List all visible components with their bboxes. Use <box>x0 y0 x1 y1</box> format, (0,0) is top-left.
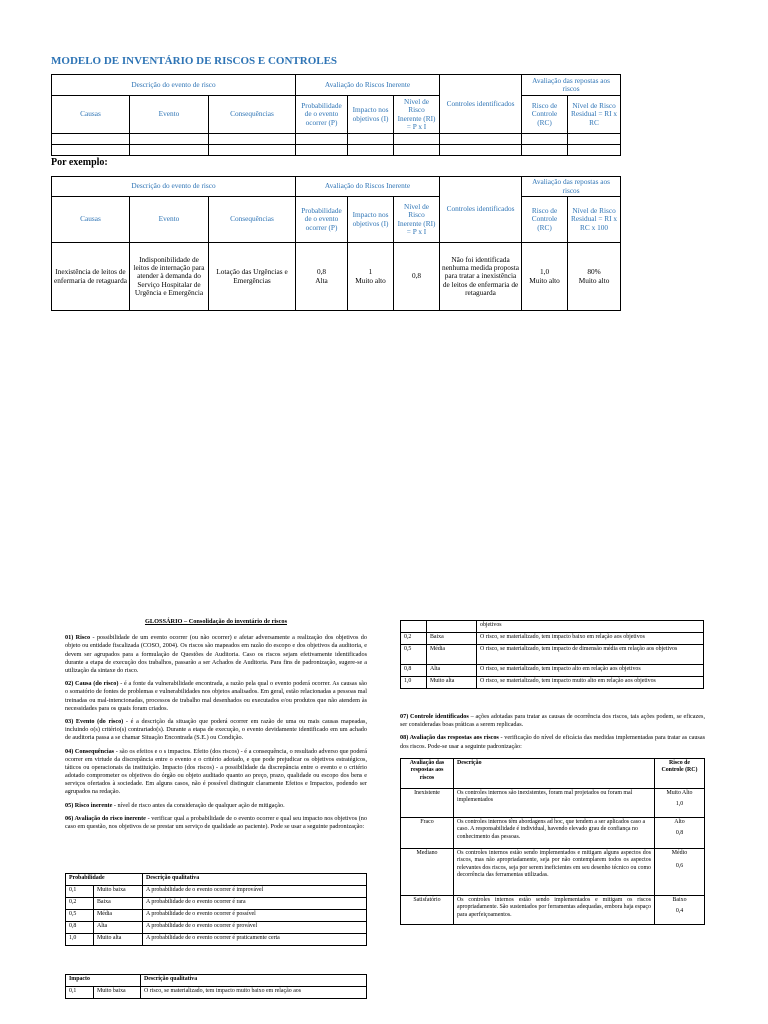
header-avaliacao-respostas: Avaliação das repostas aos riscos <box>522 177 621 197</box>
example-impacto-label: Muito alto <box>355 275 386 285</box>
header-evento: Evento <box>130 197 209 243</box>
header-avaliacao-respostas: Avaliação das repostas aos riscos <box>522 75 621 96</box>
example-probabilidade <box>296 243 348 311</box>
prob-header: Probabilidade <box>66 874 143 886</box>
glossary-left-column <box>65 618 367 836</box>
example-residual-value: 80% <box>587 267 601 277</box>
example-evento: Indisponibilidade de leitos de internação para atender à demanda do Serviço Hospitalar de Urgência e Emergência <box>130 243 209 311</box>
table-row <box>52 145 621 156</box>
header-descricao: Descrição do evento de risco <box>52 177 296 197</box>
header-evento: Evento <box>130 96 209 134</box>
prob-desc-header: Descrição qualitativa <box>143 874 367 886</box>
header-avaliacao-inerente: Avaliação do Riscos Inerente <box>296 75 440 96</box>
inventory-template-table <box>51 74 621 156</box>
example-prob-value: 0,8 <box>316 267 327 277</box>
impact-desc-header: Descrição qualitativa <box>141 975 367 987</box>
response-evaluation-table <box>400 758 705 925</box>
table-row <box>52 134 621 145</box>
example-impacto-value: 1 <box>368 267 373 277</box>
header-descricao: Descrição do evento de risco <box>52 75 296 96</box>
example-risco-controle <box>522 243 568 311</box>
header-risco-controle: Risco de Controle (RC) <box>522 197 568 243</box>
header-risco-controle: Risco de Controle (RC) <box>522 96 568 134</box>
header-controles: Controles identificados <box>440 75 522 134</box>
example-prob-label: Alta <box>315 275 328 285</box>
response-header-rc: Risco de Controle (RC) <box>655 759 705 789</box>
impact-table <box>65 974 367 999</box>
table-row: objetivos <box>401 621 704 633</box>
impact-table-continued <box>400 620 704 689</box>
table-row: Inexistente Os controles internos são inexistentes, foram mal projetados ou foram mal implementados Muito Alto 1,0 <box>401 789 705 818</box>
table-row: 0,2 Baixa O risco, se materializado, tem impacto baixo em relação aos objetivos <box>401 633 704 645</box>
glossary-item-evento: 03) Evento (do risco) - é a descrição da situação que poderá ocorrer em razão de uma ou mais causas mapeadas, incluindo o(s) critério(s) contrariado(s). Durante a etapa de execução, o evento devidamente identificado em um achado de auditoria passa a se chamar Situação Encontrada (S.E.) ou Condição. <box>65 717 367 742</box>
header-consequencias: Consequências <box>209 197 296 243</box>
table-row: 0,2 Baixa A probabilidade de o evento ocorrer é rara <box>66 898 367 910</box>
header-nivel-inerente: Nível de Risco Inerente (RI) = P x I <box>394 96 440 134</box>
header-consequencias: Consequências <box>209 96 296 134</box>
document-title: MODELO DE INVENTÁRIO DE RISCOS E CONTROLES <box>51 55 338 67</box>
glossary-item-controles: 07) Controle identificados – ações adotadas para tratar as causas de ocorrência dos riscos, tais ações podem, se eficazes, ser consideradas boas práticas a serem replicadas. <box>400 713 705 729</box>
example-rc-label: Muito alto <box>529 275 560 285</box>
table-row: 0,8 Alta O risco, se materializado, tem impacto alto em relação aos objetivos <box>401 665 704 677</box>
table-row: 1,0 Muito alta O risco, se materializado, tem impacto muito alto em relação aos objetivos <box>401 677 704 689</box>
header-avaliacao-inerente: Avaliação do Riscos Inerente <box>296 177 440 197</box>
example-nivel: 0,8 <box>394 243 440 311</box>
example-residual <box>568 243 621 311</box>
glossary-item-consequencias: 04) Consequências - são os efeitos e o s impactos. Efeito (dos riscos) - é a consequência, o resultado adverso que poderá ocorrer em virtude da discrepância entre o evento e o critério adotado, e que pode prejudicar os objetivos estratégicos, táticos ou operacionais da instituição. Impacto (dos riscos) - a possibilidade da discrepância entre o evento e o critério adotado comprometer os objetivos do órgão ou objeto auditado quanto ao preço, prazo, qualidade ou escopo dos bens e serviços ofertados à sociedade. Em alguns casos, não é possível distinguir claramente Efeitos e Impactos, podendo ser agrupados na redação. <box>65 747 367 796</box>
glossary-item-causa: 02) Causa (do risco) - é a fonte da vulnerabilidade encontrada, a razão pela qual o evento poderá ocorrer. As causas são o somatório de fontes de problemas e vulnerabilidades nos objetos analisados. Em geral, estão relacionadas a pessoas mal treinadas ou mal-intencionadas, processos de trabalho mal desenhados ou executados e/ou produtos que não atendem às necessidades para os quais foram criados. <box>65 680 367 712</box>
header-impacto: Impacto nos objetivos (I) <box>348 197 394 243</box>
table-row: 1,0 Muito alta A probabilidade de o evento ocorrer é praticamente certa <box>66 934 367 946</box>
table-row: 0,5 Média O risco, se materializado, tem impacto de dimensão média em relação aos objetivos <box>401 645 704 665</box>
example-causas: Inexistência de leitos de enfermaria de retaguarda <box>52 243 130 311</box>
response-header-descricao: Descrição <box>454 759 655 789</box>
probability-table <box>65 873 367 946</box>
table-row: Fraco Os controles internos têm abordagens ad hoc, que tendem a ser aplicados caso a caso. A responsabilidade é individual, havendo elevado grau de confiança no conhecimento das pessoas. Alto 0,8 <box>401 818 705 849</box>
example-residual-label: Muito alto <box>578 275 610 285</box>
example-rc-value: 1,0 <box>539 267 550 277</box>
header-probabilidade: Probabilidade de o evento ocorrer (P) <box>296 96 348 134</box>
example-controles: Não foi identificada nenhuma medida proposta para tratar a inexistência de leitos de enfermaria de retaguarda <box>440 243 522 311</box>
example-consequencias: Lotação das Urgências e Emergências <box>209 243 296 311</box>
table-row: 0,1 Muito baixa A probabilidade de o evento ocorrer é improvável <box>66 886 367 898</box>
glossary-item-avaliacao-inerente: 06) Avaliação do risco inerente - verificar qual a probabilidade de o evento ocorrer e qual seu impacto nos objetivos (no caso em questão, nos objetivos de se prestar um serviço de qualidade ao paciente). Pode se usar a seguinte padronização: <box>65 814 367 831</box>
table-row: Satisfatório Os controles internos estão sendo implementados e mitigam os riscos apropriadamente. São sustentados por ferramentas adequadas, embora haja espaço para aperfeiçoamentos. Baixo 0,4 <box>401 896 705 925</box>
header-nivel-residual: Nível de Risco Residual = RI x RC <box>568 96 621 134</box>
inventory-example-table <box>51 176 621 311</box>
table-row: Mediano Os controles internos estão sendo implementados e mitigam alguns aspectos dos riscos, mas não apropriadamente, seja por não contemplarem todos os aspectos relevantes dos riscos, seja por serem ineficientes em seu desenho técnico ou como decorrência das ferramentas utilizadas. Médio 0,6 <box>401 849 705 896</box>
header-controles: Controles identificados <box>440 177 522 243</box>
example-label: Por exemplo: <box>51 157 108 168</box>
header-causas: Causas <box>52 197 130 243</box>
glossary-title: GLOSSÁRIO – Consolidação do inventário de riscos <box>144 618 288 625</box>
glossary-item-avaliacao-respostas: 08) Avaliação das respostas aos riscos - verificação do nível de eficácia das medidas implementadas para tratar as causas dos riscos. Pode-se usar a seguinte padronização: <box>400 734 705 750</box>
table-row: 0,1 Muito baixa O risco, se materializado, tem impacto muito baixo em relação aos <box>66 987 367 999</box>
header-causas: Causas <box>52 96 130 134</box>
glossary-right-column <box>400 713 705 756</box>
impact-header: Impacto <box>66 975 141 987</box>
table-row: 0,8 Alta A probabilidade de o evento ocorrer é provável <box>66 922 367 934</box>
header-nivel-inerente: Nível de Risco Inerente (RI) = P x I <box>394 197 440 243</box>
header-impacto: Impacto nos objetivos (I) <box>348 96 394 134</box>
glossary-item-risco: 01) Risco - possibilidade de um evento ocorrer (ou não ocorrer) e afetar adversamente a realização dos objetivos do objeto ou entidade fiscalizada (COSO, 2004). Os riscos são mapeados em razão do escopo e dos objetivos da auditoria, e devem ser agrupados para a formulação de Questões de Auditoria. Caso os riscos sejam efetivamente identificados durante a etapa de execução dos trabalhos, passarão a ser Achados de Auditoria. Para fins de padronização, sugere-se a utilização da sintaxe do risco. <box>65 634 367 675</box>
example-impacto <box>348 243 394 311</box>
response-header-avaliacao: Avaliação das respostas aos riscos <box>401 759 454 789</box>
header-probabilidade: Probabilidade de o evento ocorrer (P) <box>296 197 348 243</box>
table-row <box>52 243 621 311</box>
header-nivel-residual: Nível de Risco Residual = RI x RC x 100 <box>568 197 621 243</box>
glossary-item-risco-inerente: 05) Risco inerente - nível de risco antes da consideração de qualquer ação de mitigação. <box>65 801 285 809</box>
table-row: 0,5 Média A probabilidade de o evento ocorrer é possível <box>66 910 367 922</box>
